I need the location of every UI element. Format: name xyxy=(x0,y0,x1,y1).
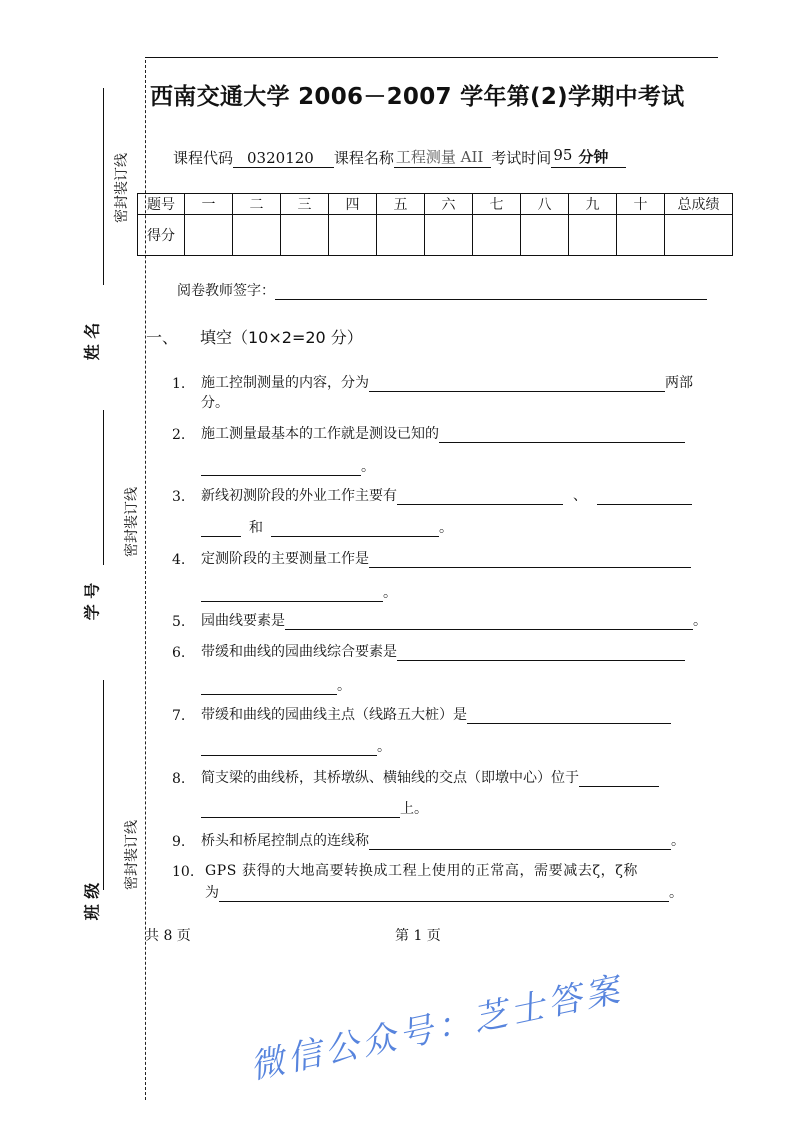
question-text: 分。 xyxy=(201,395,229,411)
question-number: 3. xyxy=(172,489,186,505)
question-1 xyxy=(172,372,693,392)
question-3-cont xyxy=(201,517,453,537)
score-cell[interactable] xyxy=(665,215,733,256)
question-number: 7. xyxy=(172,708,186,724)
question-number: 2. xyxy=(172,427,186,443)
signature-field[interactable] xyxy=(275,283,707,300)
signature-label: 阅卷教师签字： xyxy=(177,283,275,299)
punctuation: 上。 xyxy=(400,801,428,817)
punctuation: 。 xyxy=(337,678,351,694)
question-text: GPS 获得的大地高要转换成工程上使用的正常高，需要减去ζ，ζ称 xyxy=(205,863,639,879)
answer-blank[interactable] xyxy=(579,770,659,787)
student-id-label: 学 号 xyxy=(82,582,102,621)
header-cell: 九 xyxy=(569,194,617,215)
score-row-label: 得分 xyxy=(138,215,185,256)
question-text: 桥头和桥尾控制点的连线称 xyxy=(201,833,369,849)
question-3 xyxy=(172,485,692,505)
seal-line-label: 密封装订线 xyxy=(124,487,140,557)
class-line xyxy=(103,680,104,890)
question-text: 和 xyxy=(249,520,263,536)
question-10-cont xyxy=(205,882,683,902)
answer-blank[interactable] xyxy=(439,426,685,443)
question-text: 两部 xyxy=(665,375,693,391)
question-text: 新线初测阶段的外业工作主要有 xyxy=(201,488,397,504)
question-2-cont xyxy=(201,456,375,476)
watermark: 微信公众号：芝士答案 xyxy=(246,969,627,1088)
punctuation: 。 xyxy=(671,833,685,849)
score-cell[interactable] xyxy=(473,215,521,256)
answer-blank[interactable] xyxy=(369,833,671,850)
score-cell[interactable] xyxy=(377,215,425,256)
score-cell[interactable] xyxy=(617,215,665,256)
question-8 xyxy=(172,767,659,787)
answer-blank[interactable] xyxy=(285,613,693,630)
name-label: 姓 名 xyxy=(82,322,102,361)
section-title: 填空（10×2=20 分） xyxy=(200,328,363,347)
question-2 xyxy=(172,423,685,443)
question-8-cont xyxy=(201,798,428,818)
punctuation: 。 xyxy=(377,739,391,755)
score-cell[interactable] xyxy=(329,215,377,256)
answer-blank[interactable] xyxy=(201,678,337,695)
answer-blank[interactable] xyxy=(397,644,685,661)
answer-blank[interactable] xyxy=(201,739,377,756)
question-number: 8. xyxy=(172,771,186,787)
total-pages: 共 8 页 xyxy=(145,928,191,944)
course-name-label: 课程名称 xyxy=(333,149,394,167)
course-info xyxy=(173,148,626,168)
page-title: 西南交通大学 2006－2007 学年第(2)学期中考试 xyxy=(150,84,685,110)
name-line xyxy=(103,88,104,285)
answer-blank[interactable] xyxy=(201,520,241,537)
score-table xyxy=(137,193,733,256)
answer-blank[interactable] xyxy=(201,585,383,602)
question-7 xyxy=(172,704,671,724)
score-cell[interactable] xyxy=(569,215,617,256)
course-code: 0320120 xyxy=(233,149,334,168)
question-number: 9. xyxy=(172,834,186,850)
class-label: 班 级 xyxy=(82,882,102,921)
exam-time-unit: 分钟 xyxy=(578,148,609,166)
question-5 xyxy=(172,610,707,630)
answer-blank[interactable] xyxy=(271,520,439,537)
student-id-line xyxy=(103,410,104,565)
course-name: 工程测量 AII xyxy=(394,146,491,168)
punctuation: 。 xyxy=(669,885,683,901)
section-number: 一、 xyxy=(146,328,179,347)
question-4 xyxy=(172,548,691,568)
score-row xyxy=(138,215,733,256)
top-rule xyxy=(145,57,718,58)
question-10 xyxy=(172,860,638,880)
question-number: 6. xyxy=(172,645,186,661)
header-cell: 六 xyxy=(425,194,473,215)
header-cell: 七 xyxy=(473,194,521,215)
score-cell[interactable] xyxy=(425,215,473,256)
exam-time-label: 考试时间 xyxy=(491,149,552,167)
grader-signature xyxy=(177,280,707,300)
question-number: 5. xyxy=(172,614,186,630)
header-cell: 题号 xyxy=(138,194,185,215)
current-page: 第 1 页 xyxy=(395,928,441,944)
header-cell: 一 xyxy=(185,194,233,215)
question-number: 10. xyxy=(172,864,195,880)
question-text: 带缓和曲线的园曲线综合要素是 xyxy=(201,644,397,660)
header-cell: 三 xyxy=(281,194,329,215)
section-heading xyxy=(146,328,363,348)
question-text: 定测阶段的主要测量工作是 xyxy=(201,551,369,567)
punctuation: 。 xyxy=(383,585,397,601)
header-cell: 二 xyxy=(233,194,281,215)
score-table-header-row xyxy=(138,194,733,215)
question-7-cont xyxy=(201,736,391,756)
header-cell: 总成绩 xyxy=(665,194,733,215)
punctuation: 。 xyxy=(693,613,707,629)
seal-line-label: 密封装订线 xyxy=(124,820,140,890)
answer-blank[interactable] xyxy=(397,488,563,505)
score-cell[interactable] xyxy=(521,215,569,256)
score-cell[interactable] xyxy=(185,215,233,256)
question-1-cont xyxy=(201,392,229,412)
answer-blank[interactable] xyxy=(201,459,361,476)
punctuation: 。 xyxy=(361,459,375,475)
punctuation: 、 xyxy=(573,488,587,504)
question-6 xyxy=(172,641,685,661)
question-number: 1. xyxy=(172,376,186,392)
answer-blank[interactable] xyxy=(597,488,692,505)
score-cell[interactable] xyxy=(233,215,281,256)
question-6-cont xyxy=(201,675,351,695)
answer-blank[interactable] xyxy=(369,375,665,392)
answer-blank[interactable] xyxy=(219,885,669,902)
question-text: 带缓和曲线的园曲线主点（线路五大桩）是 xyxy=(201,707,467,723)
question-4-cont xyxy=(201,582,397,602)
answer-blank[interactable] xyxy=(467,707,671,724)
header-cell: 十 xyxy=(617,194,665,215)
header-cell: 四 xyxy=(329,194,377,215)
exam-time: 95 xyxy=(553,146,573,164)
answer-blank[interactable] xyxy=(369,551,691,568)
punctuation: 。 xyxy=(439,520,453,536)
question-text: 为 xyxy=(205,885,219,901)
seal-line-label: 密封装订线 xyxy=(114,153,130,223)
question-text: 施工测量最基本的工作就是测设已知的 xyxy=(201,426,439,442)
header-cell: 八 xyxy=(521,194,569,215)
question-text: 简支梁的曲线桥，其桥墩纵、横轴线的交点（即墩中心）位于 xyxy=(201,770,579,786)
question-9 xyxy=(172,830,685,850)
course-code-label: 课程代码 xyxy=(173,149,234,167)
score-cell[interactable] xyxy=(281,215,329,256)
answer-blank[interactable] xyxy=(201,801,400,818)
question-number: 4. xyxy=(172,552,186,568)
header-cell: 五 xyxy=(377,194,425,215)
question-text: 园曲线要素是 xyxy=(201,613,285,629)
question-text: 施工控制测量的内容，分为 xyxy=(201,375,369,391)
